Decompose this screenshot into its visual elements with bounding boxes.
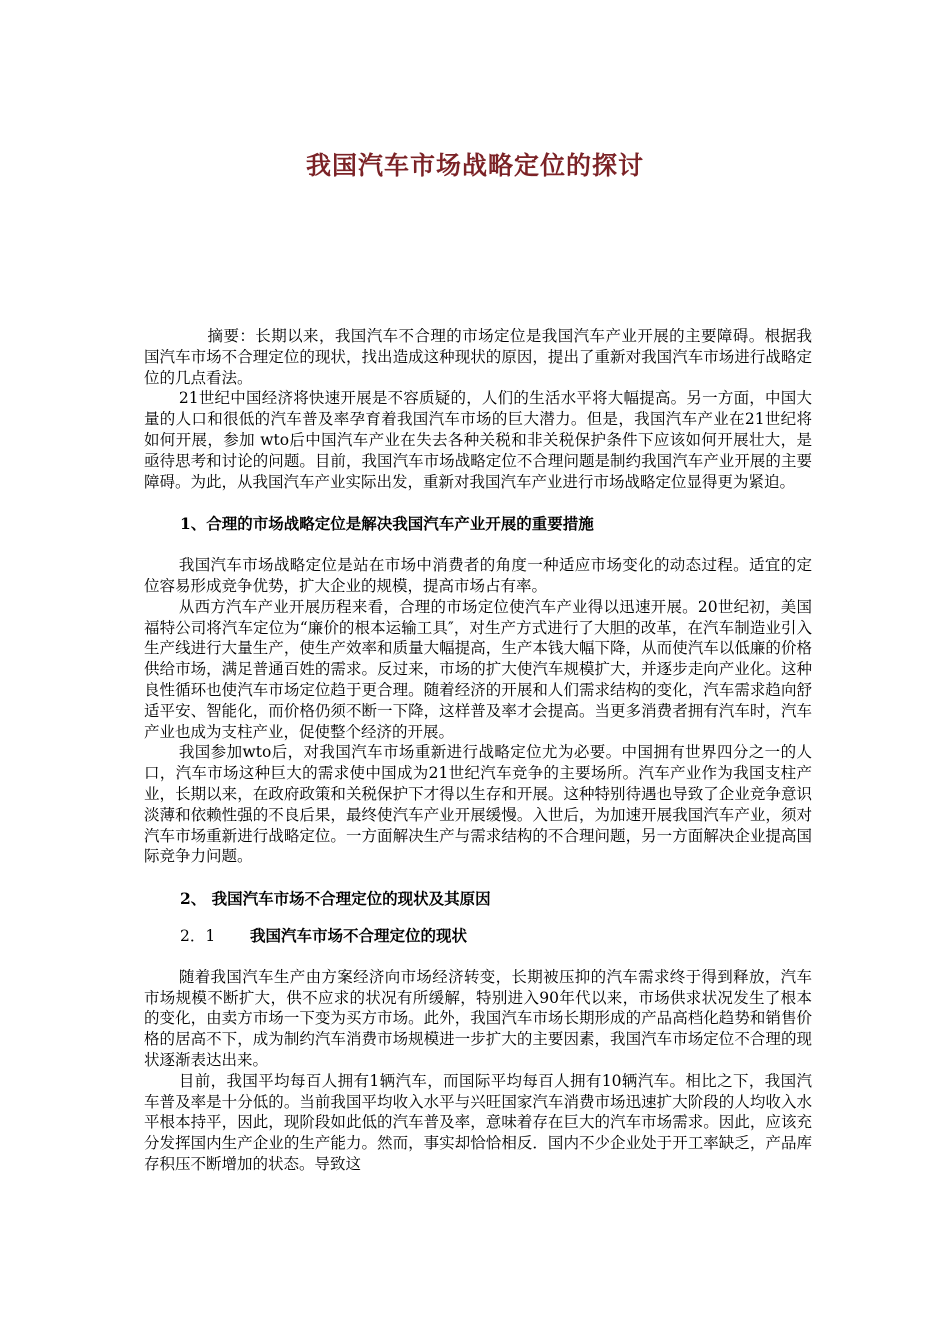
- subsection-title: 我国汽车市场不合理定位的现状: [250, 925, 468, 945]
- spacer: [144, 535, 812, 555]
- section-1-paragraph: 我国参加wto后，对我国汽车市场重新进行战略定位尤为必要。中国拥有世界四分之一的人口，汽车市场这种巨大的需求使中国成为21世纪汽车竞争的主要场所。汽车产业作为我国支柱产业，长期以来，在政府政策和关税保护下才得以生存和开展。这种特别待遇也导致了企业竞争意识淡薄和依赖性强的不良后果，最终使汽车产业开展缓慢。入世后，为加速开展我国汽车产业，须对汽车市场重新进行战略定位。一方面解决生产与需求结构的不合理问题，另一方面解决企业提高国际竞争力问题。: [144, 743, 812, 866]
- intro-paragraph: 21世纪中国经济将快速开展是不容质疑的，人们的生活水平将大幅提高。另一方面，中国大量的人口和很低的汽车普及率孕育着我国汽车市场的巨大潜力。但是，我国汽车产业在21世纪将如何开展，参加 wto后中国汽车产业在失去各种关税和非关税保护条件下应该如何开展壮大，是亟待思考和讨论的问题。目前，我国汽车市场战略定位不合理问题是制约我国汽车产业开展的主要障碍。为此，从我国汽车产业实际出发，重新对我国汽车产业进行市场战略定位显得更为紧迫。: [144, 389, 812, 491]
- section-1-paragraph: 从西方汽车产业开展历程来看，合理的市场定位使汽车产业得以迅速开展。20世纪初，美国福特公司将汽车定位为“廉价的根本运输工具″，对生产方式进行了大胆的改革，在汽车制造业引入生产线进行大量生产，使生产效率和质量大幅提高，生产本钱大幅下降，从而使汽车以低廉的价格供给市场，满足普通百姓的需求。反过来，市场的扩大使汽车规模扩大，并逐步走向产业化。这种良性循环也使汽车市场定位趋于更合理。随着经济的开展和人们需求结构的变化，汽车需求趋向舒适平安、智能化，而价格仍须不断一下降，这样普及率才会提高。当更多消费者拥有汽车时，汽车产业也成为支柱产业，促使整个经济的开展。: [144, 597, 812, 741]
- section-1-paragraph: 我国汽车市场战略定位是站在市场中消费者的角度一种适应市场变化的动态过程。适宜的定位容易形成竞争优势，扩大企业的规模，提高市场占有率。: [144, 556, 812, 595]
- section-2-heading: 2、 我国汽车市场不合理定位的现状及其原因: [180, 889, 491, 909]
- section-2-paragraph: 随着我国汽车生产由方案经济向市场经济转变，长期被压抑的汽车需求终于得到释放，汽车市场规模不断扩大，供不应求的状况有所缓解，特别进入90年代以来，市场供求状况发生了根本的变化，由卖方市场一下变为买方市场。此外，我国汽车市场长期形成的产品高档化趋势和销售价格的居高不下，成为制约汽车消费市场规模进一步扩大的主要因素，我国汽车市场定位不合理的现状逐渐表达出来。: [144, 967, 812, 1069]
- section-1-heading: 1、合理的市场战略定位是解决我国汽车产业开展的重要措施: [180, 514, 594, 534]
- spacer: [144, 910, 812, 926]
- subsection-2-1-heading: [144, 926, 812, 947]
- subsection-number: 2．1: [180, 926, 216, 945]
- spacer: [144, 947, 812, 967]
- spacer: [144, 492, 812, 514]
- spacer: [144, 867, 812, 889]
- section-2-paragraph: 目前，我国平均每百人拥有1辆汽车，而国际平均每百人拥有10辆汽车。相比之下，我国汽车普及率是十分低的。当前我国平均收入水平与兴旺国家汽车消费市场迅速扩大阶段的人均收入水平根本持平，因此，现阶段如此低的汽车普及率，意味着存在巨大的汽车市场需求。因此，应该充分发挥国内生产企业的生产能力。然而，事实却恰恰相反．国内不少企业处于开工率缺乏，产品库存积压不断增加的状态。导致这: [144, 1071, 812, 1173]
- abstract-paragraph: 摘要：长期以来，我国汽车不合理的市场定位是我国汽车产业开展的主要障碍。根据我国汽车市场不合理定位的现状，找出造成这种现状的原因，提出了重新对我国汽车市场进行战略定位的几点看法。: [144, 327, 812, 387]
- document-body: [144, 326, 812, 1175]
- document-title: 我国汽车市场战略定位的探讨: [305, 151, 644, 180]
